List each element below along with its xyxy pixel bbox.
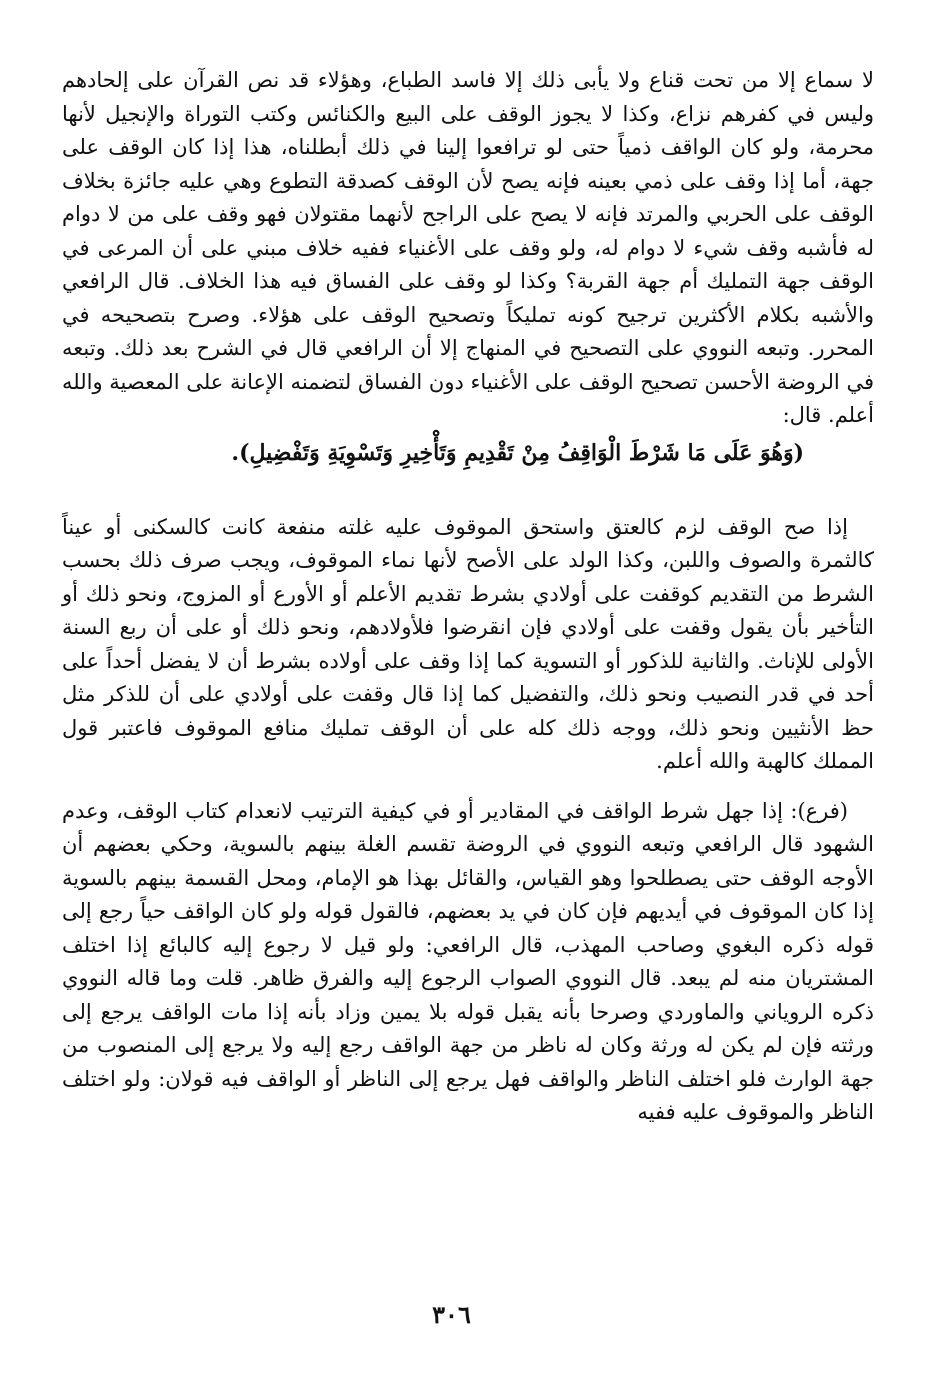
page-number: ٣٠٦: [432, 1300, 471, 1329]
page-body: [62, 64, 874, 1130]
paragraph-3: (فرع): إذا جهل شرط الواقف في المقادير أو في كيفية الترتيب لانعدام كتاب الوقف، وعدم الشهود قال الرافعي وتبعه النووي في الروضة تقسم الغلة بينهم بالسوية، وحكي بعضهم أن الأوجه الوقف حتى يصطلحوا وهو القياس، والقائل بهذا هو الإمام، ومحل القسمة بينهم بالسوية إذا كان الموقوف في أيديهم فإن كان في يد بعضهم، فالقول قوله ولو كان الواقف حياً رجع إلى قوله ذكره البغوي وصاحب المهذب، قال الرافعي: ولو قيل لا رجوع إليه كالبائع إذا اختلف المشتريان منه لم يبعد. قال النووي الصواب الرجوع إليه والفرق ظاهر. قلت وما قاله النووي ذكره الروياني والماوردي وصرحا بأنه يقبل قوله بلا يمين وزاد بأنه إذا مات الواقف يرجع إلى ورثته فإن لم يكن له ورثة وكان له ناظر من جهة الواقف رجع إليه ولا يرجع إلى المنصوب من جهة الوارث فلو اختلف الناظر والواقف فهل يرجع إلى الناظر أو الواقف فيه قولان: ولو اختلف الناظر والموقوف عليه ففيه: [62, 798, 874, 1124]
section-spacer: [62, 471, 874, 511]
paragraph-2: إذا صح الوقف لزم كالعتق واستحق الموقوف عليه غلته منفعة كانت كالسكنى أو عيناً كالثمرة والصوف واللبن، وكذا الولد على الأصح لأنها نماء الموقوف، ويجب صرف ذلك بحسب الشرط من التقديم كوقفت على أولادي بشرط تقديم الأعلم أو الأورع أو المزوج، ونحو ذلك أو التأخير بأن يقول وقفت على أولادي فإن انقرضوا فلأولادهم، ونحو ذلك أو على أن ربع السنة الأولى للإناث. والثانية للذكور أو التسوية كما إذا وقف على أولاده بشرط أن لا يفضل أحداً على أحد في قدر النصيب ونحو ذلك، والتفضيل كما إذا قال وقفت على أولادي على أن للذكر مثل حظ الأنثيين ونحو ذلك، ووجه ذلك كله على أن الوقف تمليك منافع الموقوف فاعتبر قول المملك كالهبة والله أعلم.: [62, 514, 874, 773]
section-spacer: [62, 779, 874, 795]
matn-verse: (وَهُوَ عَلَى مَا شَرْطَ الْوَاقِفُ مِنْ تَقْدِيمِ وَتَأْخِيرِ وَتَسْوِيَةِ وَتَفْضِيلِ).: [231, 439, 804, 466]
page-number-container: [0, 1300, 939, 1329]
paragraph-1: لا سماع إلا من تحت قناع ولا يأبى ذلك إلا فاسد الطباع، وهؤلاء قد نص القرآن على إلحادهم وليس في كفرهم نزاع، وكذا لا يجوز الوقف على البيع والكنائس وكتب التوراة والإنجيل لأنها محرمة، ولو كان الواقف ذمياً حتى لو ترافعوا إلينا في ذلك أبطلناه، هذا إذا كان الوقف على جهة، أما إذا وقف على ذمي بعينه فإنه يصح لأن الوقف كصدقة التطوع وهي عليه جائزة بخلاف الوقف على الحربي والمرتد فإنه لا يصح على الراجح لأنهما مقتولان فهو وقف على من لا دوام له فأشبه وقف شيء لا دوام له، ولو وقف على الأغنياء ففيه خلاف مبني على أن المرعى في الوقف جهة التمليك أم جهة القربة؟ وكذا لو وقف على الفساق فيه هذا الخلاف. قال الرافعي والأشبه بكلام الأكثرين ترجيح كونه تمليكاً وتصحيح الوقف على هؤلاء. وصرح بتصحيحه في المحرر. وتبعه النووي على التصحيح في المنهاج إلا أن الرافعي قال في الشرح بعد ذلك. وتبعه في الروضة الأحسن تصحيح الوقف على الأغنياء دون الفساق لتضمنه الإعانة على المعصية والله أعلم. قال:: [62, 68, 874, 427]
